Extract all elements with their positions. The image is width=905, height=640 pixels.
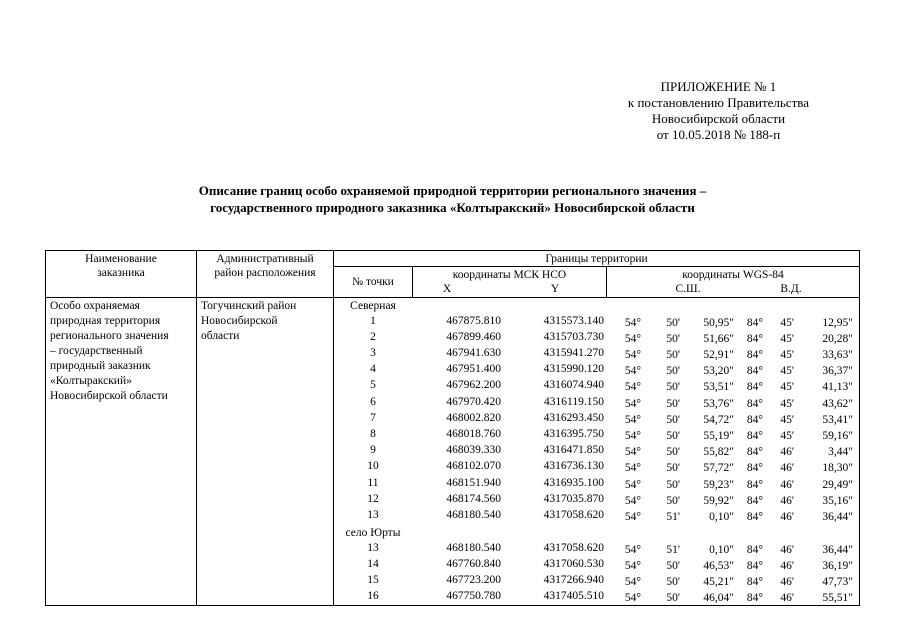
coord-x: 467875.810 (446, 314, 501, 327)
lat-seconds: 53,20" (703, 365, 734, 378)
point-number: 15 (367, 574, 379, 586)
coord-y: 4316935.100 (543, 476, 604, 489)
table-divider (46, 297, 859, 298)
point-number: 2 (370, 330, 376, 343)
lat-degrees: 54° (624, 478, 641, 491)
lon-minutes: 46' (780, 543, 794, 556)
coord-y: 4317058.620 (543, 541, 604, 554)
lat-degrees: 54° (624, 462, 641, 475)
header-point-no: № точки (352, 276, 394, 288)
header-msk: координаты МСК НСО (452, 269, 567, 281)
lat-seconds: 51,66" (703, 332, 734, 345)
lon-minutes: 46' (780, 478, 794, 491)
coord-x: 467760.840 (446, 557, 501, 570)
lon-minutes: 46' (780, 510, 794, 523)
lat-seconds: 53,51" (703, 381, 734, 394)
point-number: 16 (367, 590, 379, 603)
lat-seconds: 45,21" (703, 576, 734, 588)
district-line: Тогучинский район (201, 300, 297, 312)
lon-seconds: 41,13" (822, 381, 853, 394)
lon-seconds: 36,44" (822, 543, 853, 556)
lon-seconds: 20,28" (822, 332, 853, 345)
section-label: Северная (350, 300, 396, 312)
lat-minutes: 50' (666, 413, 680, 426)
lon-minutes: 45' (780, 429, 794, 442)
boundaries-table (45, 250, 860, 606)
lon-seconds: 36,19" (822, 559, 853, 572)
header-line-1: ПРИЛОЖЕНИЕ № 1 (660, 79, 777, 94)
lat-minutes: 50' (666, 494, 680, 507)
reserve-name-line: природная территория (50, 315, 161, 327)
coord-y: 4317266.940 (543, 574, 604, 586)
header-name-l2: заказника (97, 267, 145, 279)
district-name (201, 299, 296, 344)
lat-minutes: 50' (666, 559, 680, 572)
lat-seconds: 50,95" (703, 316, 734, 329)
lon-degrees: 84° (746, 381, 763, 394)
lat-minutes: 50' (666, 429, 680, 442)
lat-seconds: 0,10" (709, 510, 734, 523)
coord-y: 4316293.450 (543, 411, 604, 424)
lat-degrees: 54° (624, 592, 641, 605)
lat-degrees: 54° (624, 559, 641, 572)
lat-degrees: 54° (624, 381, 641, 394)
lon-seconds: 12,95" (822, 316, 853, 329)
point-number: 13 (367, 541, 379, 554)
point-number: 11 (367, 476, 379, 489)
point-number: 3 (370, 346, 376, 359)
lon-minutes: 46' (780, 494, 794, 507)
lat-seconds: 0,10" (709, 543, 734, 556)
lon-degrees: 84° (746, 592, 763, 605)
point-number: 12 (367, 492, 379, 505)
title-line-1: Описание границ особо охраняемой природной территории регионального значения – (198, 183, 707, 198)
lon-minutes: 46' (780, 559, 794, 572)
lat-seconds: 53,76" (703, 397, 734, 410)
lat-minutes: 50' (666, 462, 680, 475)
point-number: 7 (370, 411, 376, 424)
lat-degrees: 54° (624, 316, 641, 329)
lat-minutes: 50' (666, 348, 680, 361)
lat-minutes: 50' (666, 478, 680, 491)
point-number: 13 (367, 508, 379, 521)
lat-degrees: 54° (624, 543, 641, 556)
point-number: 6 (370, 395, 376, 408)
reserve-name-line: «Колтыракский» (50, 375, 132, 387)
coord-y: 4316119.150 (544, 395, 604, 408)
district-line: области (201, 330, 240, 342)
lon-minutes: 45' (780, 348, 794, 361)
header-name-l1: Наименование (85, 253, 157, 265)
lat-degrees: 54° (624, 348, 641, 361)
lat-minutes: 50' (666, 365, 680, 378)
coord-x: 468039.330 (446, 444, 501, 457)
point-number: 4 (370, 363, 376, 376)
lon-seconds: 3,44" (828, 446, 853, 459)
coord-x: 468180.540 (446, 508, 501, 521)
lon-minutes: 45' (780, 397, 794, 410)
lon-minutes: 45' (780, 365, 794, 378)
lat-minutes: 50' (666, 397, 680, 410)
lon-seconds: 55,51" (822, 592, 853, 605)
point-number: 10 (367, 460, 379, 473)
lon-minutes: 45' (780, 413, 794, 426)
header-name-cell (46, 252, 196, 280)
lat-minutes: 50' (666, 332, 680, 345)
coord-x: 468180.540 (446, 541, 501, 554)
lon-seconds: 18,30" (822, 462, 853, 475)
lat-minutes: 50' (666, 446, 680, 459)
lat-seconds: 54,72" (703, 413, 734, 426)
coord-y: 4315703.730 (543, 330, 604, 343)
lon-degrees: 84° (746, 413, 763, 426)
lon-degrees: 84° (746, 316, 763, 329)
coord-y: 4316471.850 (543, 444, 604, 457)
lon-seconds: 36,44" (822, 510, 853, 523)
header-district-cell (197, 252, 333, 280)
lat-degrees: 54° (624, 413, 641, 426)
lon-minutes: 46' (780, 462, 794, 475)
header-wgs: координаты WGS-84 (682, 269, 784, 281)
lon-degrees: 84° (746, 429, 763, 442)
coord-x: 467941.630 (446, 346, 501, 359)
lat-minutes: 50' (666, 381, 680, 394)
lat-degrees: 54° (624, 429, 641, 442)
coord-y: 4317035.870 (543, 492, 604, 505)
coord-x: 468002.820 (446, 411, 501, 424)
lon-seconds: 36,37" (822, 365, 853, 378)
header-lon: В.Д. (780, 283, 802, 295)
coord-y: 4317060.530 (543, 557, 604, 570)
lon-degrees: 84° (746, 510, 763, 523)
coord-y: 4316736.130 (543, 460, 604, 473)
document-header (628, 79, 809, 143)
reserve-name (50, 299, 169, 404)
lon-degrees: 84° (746, 559, 763, 572)
coord-y: 4317405.510 (543, 590, 604, 603)
coord-y: 4315573.140 (543, 314, 604, 327)
lon-seconds: 35,16" (822, 494, 853, 507)
coord-x: 467723.200 (446, 574, 501, 586)
lat-minutes: 51' (666, 510, 680, 523)
point-number: 5 (370, 379, 376, 392)
lat-seconds: 59,23" (703, 478, 734, 491)
header-boundaries: Границы территории (545, 253, 648, 265)
lon-degrees: 84° (746, 397, 763, 410)
coord-x: 468151.940 (446, 476, 501, 489)
point-number: 9 (370, 444, 376, 457)
coord-x: 467750.780 (446, 590, 501, 603)
point-number: 14 (367, 557, 379, 570)
coord-x: 468102.070 (446, 460, 501, 473)
header-lat: С.Ш. (675, 283, 701, 295)
lat-seconds: 59,92" (703, 494, 734, 507)
lat-seconds: 46,53" (703, 559, 734, 572)
lat-seconds: 55,82" (703, 446, 734, 459)
header-district-l1: Административный (216, 253, 314, 265)
lat-minutes: 50' (666, 576, 680, 588)
lon-seconds: 47,73" (822, 576, 853, 588)
header-district-l2: район расположения (214, 267, 316, 279)
coord-y: 4315990.120 (543, 363, 604, 376)
reserve-name-line: Новосибирской области (50, 390, 168, 402)
lon-minutes: 45' (780, 332, 794, 345)
lat-degrees: 54° (624, 446, 641, 459)
lon-degrees: 84° (746, 348, 763, 361)
lon-minutes: 46' (780, 446, 794, 459)
lon-degrees: 84° (746, 576, 763, 588)
section-label: село Юрты (345, 527, 401, 540)
coord-x: 467951.400 (446, 363, 501, 376)
lon-minutes: 46' (780, 592, 794, 605)
lat-minutes: 51' (666, 543, 680, 556)
point-number: 8 (370, 427, 376, 440)
lat-degrees: 54° (624, 494, 641, 507)
reserve-name-line: – государственный (50, 345, 143, 357)
lon-degrees: 84° (746, 478, 763, 491)
point-number: 1 (370, 314, 376, 327)
coord-x: 467899.460 (446, 330, 501, 343)
lat-degrees: 54° (624, 397, 641, 410)
coord-y: 4316074.940 (543, 379, 604, 392)
lat-seconds: 57,72" (703, 462, 734, 475)
lat-degrees: 54° (624, 332, 641, 345)
lon-seconds: 53,41" (822, 413, 853, 426)
reserve-name-line: Особо охраняемая (50, 300, 140, 312)
reserve-name-line: природный заказник (50, 360, 151, 372)
lon-minutes: 45' (780, 381, 794, 394)
lon-degrees: 84° (746, 494, 763, 507)
lat-minutes: 50' (666, 316, 680, 329)
coord-x: 468174.560 (446, 492, 501, 505)
coord-y: 4315941.270 (543, 346, 604, 359)
table-divider (196, 251, 197, 605)
header-y: Y (550, 283, 560, 295)
reserve-name-line: регионального значения (50, 330, 169, 342)
header-line-3: Новосибирской области (651, 111, 786, 126)
lon-degrees: 84° (746, 462, 763, 475)
lat-degrees: 54° (624, 576, 641, 588)
lon-seconds: 29,49" (822, 478, 853, 491)
lon-degrees: 84° (746, 543, 763, 556)
coord-x: 468018.760 (446, 427, 501, 440)
lon-minutes: 46' (780, 576, 794, 588)
lon-degrees: 84° (746, 446, 763, 459)
district-line: Новосибирской (201, 315, 278, 327)
lon-degrees: 84° (746, 365, 763, 378)
header-line-2: к постановлению Правительства (627, 95, 809, 110)
header-x: X (442, 283, 452, 295)
lat-seconds: 52,91" (703, 348, 734, 361)
header-line-4: от 10.05.2018 № 188-п (656, 127, 781, 142)
lon-seconds: 59,16" (822, 429, 853, 442)
document-title (0, 182, 905, 216)
title-line-2: государственного природного заказника «Колтыракский» Новосибирской области (210, 200, 695, 215)
coord-x: 467962.200 (446, 379, 501, 392)
lat-degrees: 54° (624, 510, 641, 523)
coord-y: 4316395.750 (543, 427, 604, 440)
lat-degrees: 54° (624, 365, 641, 378)
lon-minutes: 45' (780, 316, 794, 329)
lon-degrees: 84° (746, 332, 763, 345)
lat-seconds: 55,19" (703, 429, 734, 442)
lat-minutes: 50' (666, 592, 680, 605)
coord-x: 467970.420 (446, 395, 501, 408)
lon-seconds: 33,63" (822, 348, 853, 361)
table-divider (333, 266, 859, 267)
coord-y: 4317058.620 (543, 508, 604, 521)
lat-seconds: 46,04" (703, 592, 734, 605)
lon-seconds: 43,62" (822, 397, 853, 410)
